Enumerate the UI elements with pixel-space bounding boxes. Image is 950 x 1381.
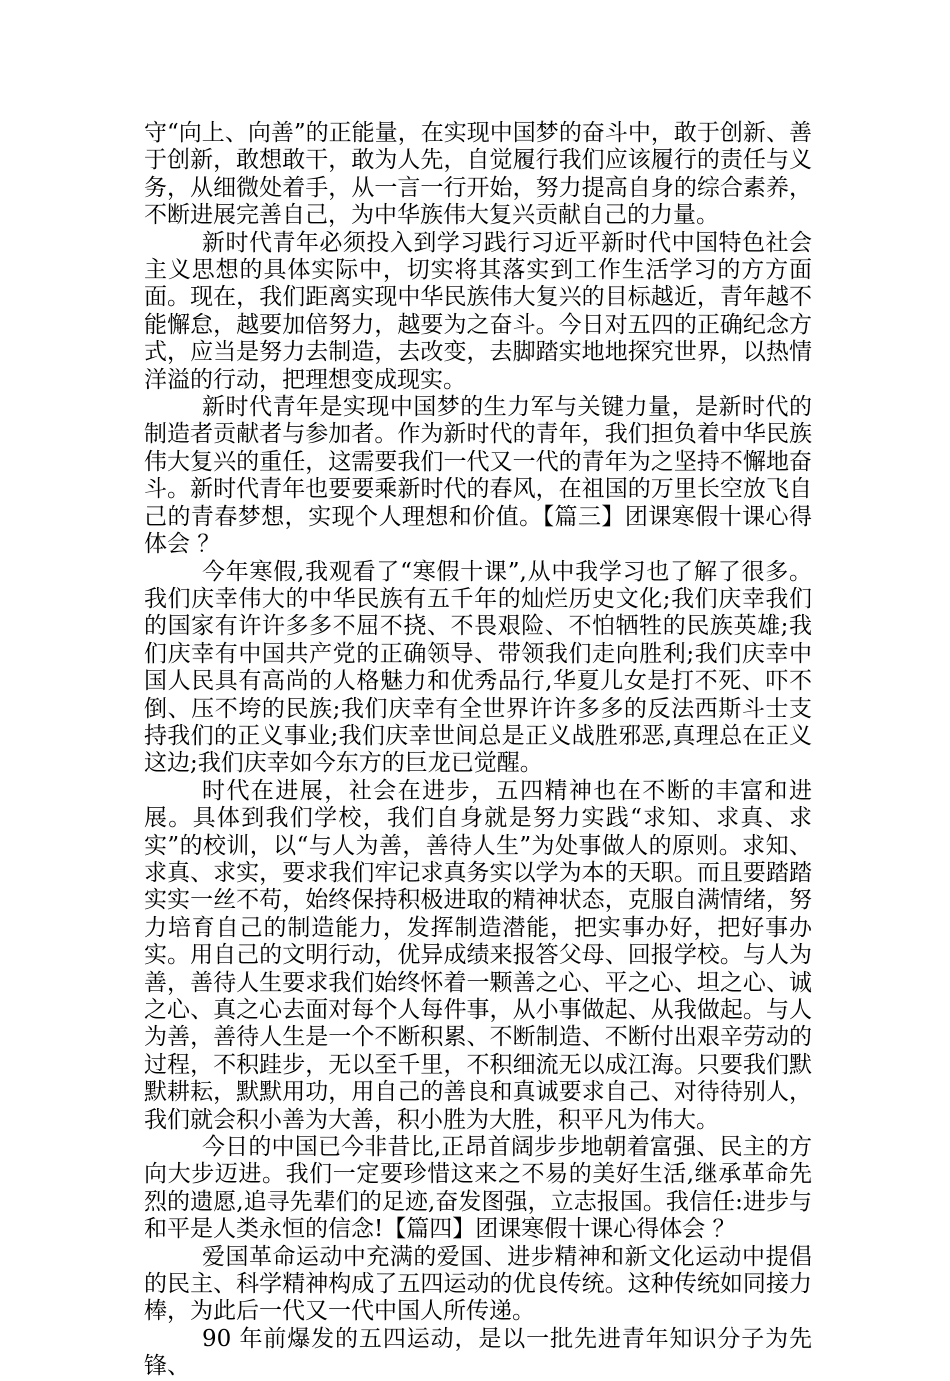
paragraph-2: 新时代青年是实现中国梦的生力军与关键力量，是新时代的制造者贡献者与参加者。作为新时代的青年，我们担负着中华民族伟大复兴的重任，这需要我们一代又一代的青年为之坚持不懈地奋斗。新时代青年也要要乘新时代的春风，在祖国的万里长空放飞自己的青春梦想，实现个人理想和价值。【篇三】团课寒假十课心得体会 ？ [144,394,812,558]
paragraph-4: 时代在进展，社会在进步，五四精神也在不断的丰富和进展。具体到我们学校，我们自身就是努力实践“求知、求真、求实”的校训，以“与人为善，善待人生”为处事做人的原则。求知、求真、求实，要求我们牢记求真务实以学为本的天职。而且要踏踏实实一丝不苟，始终保持积极进取的精神状态，克服自满情绪，努力培育自己的制造能力，发挥制造潜能，把实事办好，把好事办实。用自己的文明行动，优异成绩来报答父母、回报学校。与人为善，善待人生要求我们始终怀着一颗善之心、平之心、坦之心、诚之心、真之心去面对每个人每件事，从小事做起、从我做起。与人为善，善待人生是一个不断积累、不断制造、不断付出艰辛劳动的过程，不积跬步，无以至千里，不积细流无以成江海。只要我们默默耕耘，默默用功，用自己的善良和真诚要求自己、对待待别人，我们就会积小善为大善，积小胜为大胜，积平凡为伟大。 [144,777,812,1133]
paragraph-1: 新时代青年必须投入到学习践行习近平新时代中国特色社会主义思想的具体实际中，切实将其落实到工作生活学习的方方面面。现在，我们距离实现中华民族伟大复兴的目标越近，青年越不能懈怠，越要加倍努力，越要为之奋斗。今日对五四的正确纪念方式，应当是努力去制造，去改变，去脚踏实地地探究世界，以热情洋溢的行动，把理想变成现实。 [144,229,812,393]
paragraph-0: 守“向上、向善”的正能量，在实现中国梦的奋斗中，敢于创新、善于创新，敢想敢干，敢为人先，自觉履行我们应该履行的责任与义务，从细微处着手，从一言一行开始，努力提高自身的综合素养，不断进展完善自己，为中华族伟大复兴贡献自己的力量。 [144,120,812,229]
paragraph-3: 今年寒假,我观看了“寒假十课”,从中我学习也了解了很多。我们庆幸伟大的中华民族有五千年的灿烂历史文化;我们庆幸我们的国家有许许多多不屈不挠、不畏艰险、不怕牺牲的民族英雄;我们庆幸有中国共产党的正确领导、带领我们走向胜利;我们庆幸中国人民具有高尚的人格魅力和优秀品行,华夏儿女是打不死、吓不倒、压不垮的民族;我们庆幸有全世界许许多多的反法西斯斗士支持我们的正义事业;我们庆幸世间总是正义战胜邪恶,真理总在正义这边;我们庆幸如今东方的巨龙已觉醒。 [144,558,812,777]
paragraph-7: 90 年前爆发的五四运动，是以一批先进青年知识分子为先锋、 [144,1325,812,1380]
document-body [144,120,812,1381]
paragraph-6: 爱国革命运动中充满的爱国、进步精神和新文化运动中提倡的民主、科学精神构成了五四运动的优良传统。这种传统如同接力棒，为此后一代又一代中国人所传递。 [144,1243,812,1325]
paragraph-5: 今日的中国已今非昔比,正昂首阔步步地朝着富强、民主的方向大步迈进。我们一定要珍惜这来之不易的美好生活,继承革命先烈的遗愿,追寻先辈们的足迹,奋发图强，立志报国。我信任:进步与和平是人类永恒的信念!【篇四】团课寒假十课心得体会 ？ [144,1134,812,1243]
